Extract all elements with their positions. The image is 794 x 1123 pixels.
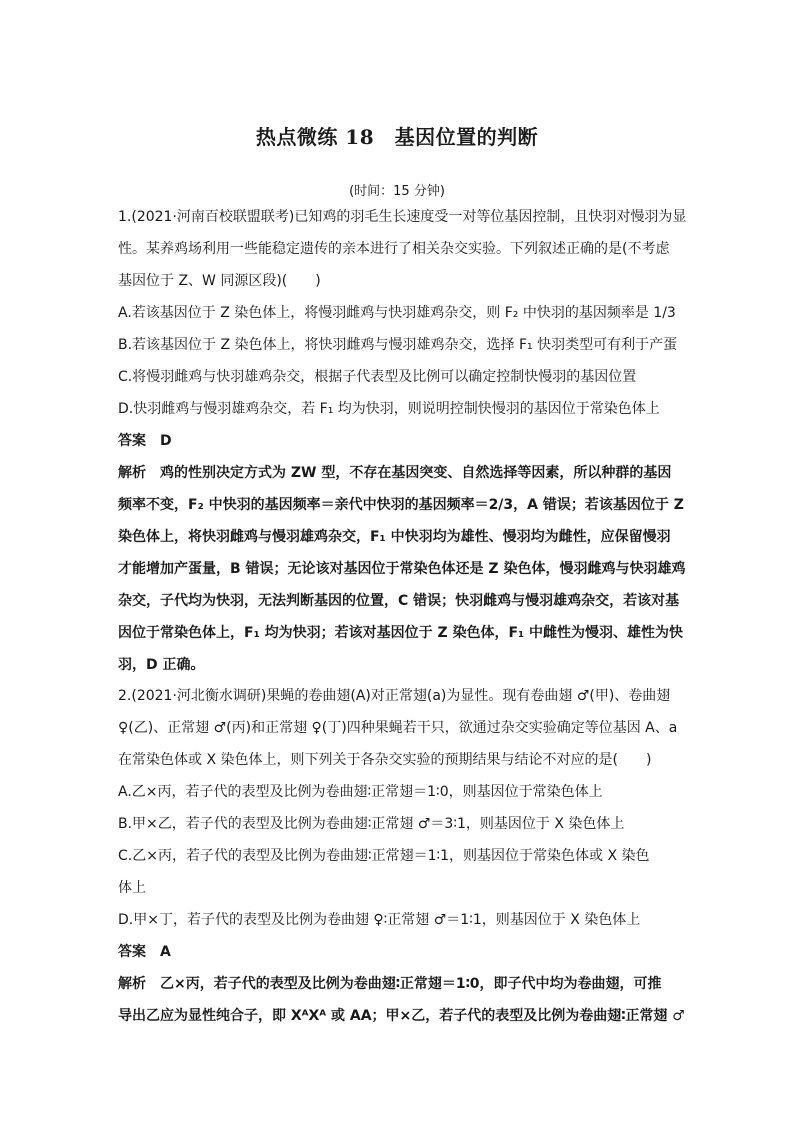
q2-option-c: 体上 — [118, 880, 146, 896]
q1-explanation: 才能增加产蛋量，B 错误；无论该对基因位于常染色体还是 Z 染色体，慢羽雌鸡与快羽雄鸡 — [118, 561, 686, 577]
q1-option-b: B.若该基因位于 Z 染色体上，将快羽雌鸡与慢羽雄鸡杂交，选择 F₁ 快羽类型可有利于产蛋 — [118, 337, 678, 353]
q1-explanation: 杂交，子代均为快羽，无法判断基因的位置，C 错误；快羽雌鸡与慢羽雄鸡杂交，若该对基 — [118, 593, 680, 609]
q2-option-d: D.甲×丁，若子代的表型及比例为卷曲翅 ♀∶正常翅 ♂＝1∶1，则基因位于 X 染色体上 — [118, 912, 641, 928]
q2-option-c: C.乙×丙，若子代的表型及比例为卷曲翅∶正常翅＝1∶1，则基因位于常染色体或 X 染色 — [118, 848, 650, 864]
q2-option-b: B.甲×乙，若子代的表型及比例为卷曲翅∶正常翅 ♂＝3∶1，则基因位于 X 染色体上 — [118, 816, 625, 832]
q2-option-a: A.乙×丙，若子代的表型及比例为卷曲翅∶正常翅＝1∶0，则基因位于常染色体上 — [118, 784, 603, 800]
page-title: 热点微练 18 基因位置的判断 — [255, 125, 539, 149]
q2-line: 2.(2021·河北衡水调研)果蝇的卷曲翅(A)对正常翅(a)为显性。现有卷曲翅 ♂(甲)、卷曲翅 — [118, 688, 671, 704]
q1-line: 性。某养鸡场利用一些能稳定遗传的亲本进行了相关杂交实验。下列叙述正确的是(不考虑 — [118, 241, 670, 257]
q2-explanation: 解析 乙×丙，若子代的表型及比例为卷曲翅∶正常翅＝1∶0，即子代中均为卷曲翅，可推 — [118, 976, 662, 992]
q1-explanation: 因位于常染色体上，F₁ 均为快羽；若该对基因位于 Z 染色体，F₁ 中雌性为慢羽、雄性为快 — [118, 625, 684, 641]
q1-option-d: D.快羽雌鸡与慢羽雄鸡杂交，若 F₁ 均为快羽，则说明控制快慢羽的基因位于常染色体上 — [118, 401, 660, 417]
q1-line: 基因位于 Z、W 同源区段)( ) — [118, 273, 321, 289]
q1-line: 1.(2021·河南百校联盟联考)已知鸡的羽毛生长速度受一对等位基因控制，且快羽对慢羽为显 — [118, 209, 687, 225]
q2-line: ♀(乙)、正常翅 ♂(丙)和正常翅 ♀(丁)四种果蝇若干只，欲通过杂交实验确定等位基因 A、a — [118, 720, 678, 736]
q1-option-a: A.若该基因位于 Z 染色体上，将慢羽雌鸡与快羽雄鸡杂交，则 F₂ 中快羽的基因频率是 1/3 — [118, 305, 676, 321]
q1-explanation: 羽，D 正确。 — [118, 657, 205, 673]
q1-option-c: C.将慢羽雌鸡与快羽雄鸡杂交，根据子代表型及比例可以确定控制快慢羽的基因位置 — [118, 369, 637, 385]
q1-explanation: 频率不变，F₂ 中快羽的基因频率＝亲代中快羽的基因频率＝2/3，A 错误；若该基因位于 Z — [118, 497, 684, 513]
time-limit: (时间：15 分钟) — [349, 184, 445, 199]
q1-explanation: 解析 鸡的性别决定方式为 ZW 型，不存在基因突变、自然选择等因素，所以种群的基因 — [118, 465, 672, 481]
q2-explanation: 导出乙应为显性纯合子，即 XᴬXᴬ 或 AA；甲×乙，若子代的表型及比例为卷曲翅∶正常翅 ♂ — [118, 1008, 685, 1024]
q2-line: 在常染色体或 X 染色体上，则下列关于各杂交实验的预期结果与结论不对应的是( ) — [118, 752, 652, 768]
q1-answer: 答案 D — [118, 433, 172, 449]
q2-answer: 答案 A — [118, 944, 171, 960]
q1-explanation: 染色体上，将快羽雌鸡与慢羽雄鸡杂交，F₁ 中快羽均为雄性、慢羽均为雌性，应保留慢羽 — [118, 529, 671, 545]
